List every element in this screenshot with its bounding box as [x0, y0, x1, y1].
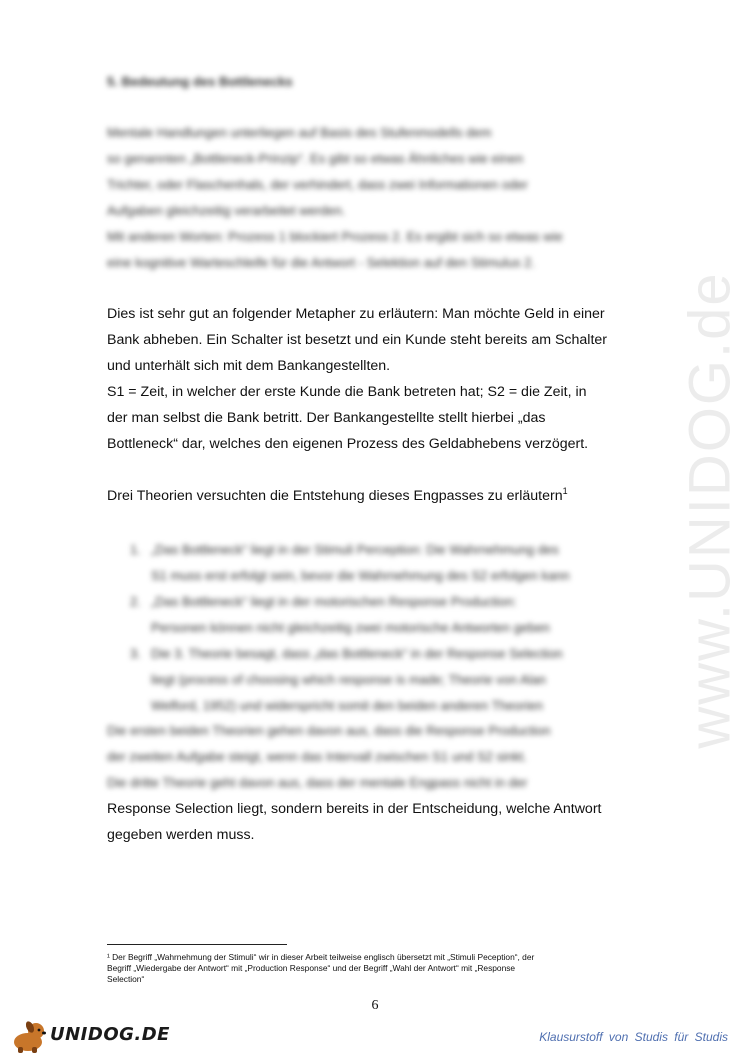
text-line: Mentale Handlungen unterliegen auf Basis des Stufenmodells dem [107, 125, 492, 140]
text-line: Bank abheben. Ein Schalter ist besetzt und ein Kunde steht bereits am Schalter [107, 332, 608, 348]
text-line: so genannten „Bottleneck-Prinzip“. Es gibt so etwas Ähnliches wie einen [107, 151, 524, 166]
footnote-line: Begriff „Wiedergabe der Antwort“ mit „Production Response“ und der Begriff „Wahl der Antwort“ mit „Response [107, 963, 516, 973]
list-number: 3. [130, 646, 141, 661]
text-line: und unterhält sich mit dem Bankangestellten. [107, 358, 391, 374]
text-line: Die dritte Theorie geht davon aus, dass der mentale Engpass nicht in der [107, 775, 528, 790]
footnote-line: Selection“ [107, 974, 145, 984]
list-number: 2. [130, 594, 141, 609]
theories-list [130, 537, 650, 719]
text-line: Personen können nicht gleichzeitig zwei motorische Antworten geben [151, 620, 550, 635]
watermark: www.UNIDOG.de [677, 271, 743, 749]
page-number: 6 [371, 998, 379, 1013]
text-line: „Das Bottleneck“ liegt in der Stimuli Perception: Die Wahrnehmung des [151, 542, 559, 557]
text-line: Bottleneck“ dar, welches den eigenen Prozess des Geldabhebens verzögert. [107, 436, 589, 452]
paragraph-text: Drei Theorien versuchten die Entstehung dieses Engpasses zu erläutern [107, 488, 563, 504]
text-line: Welford, 1952) und widerspricht somit den beiden anderen Theorien [151, 698, 543, 713]
footnote-marker: 1 [562, 486, 568, 496]
section-heading: 5. Bedeutung des Bottlenecks [107, 74, 293, 89]
text-line: liegt (process of choosing which response is made; Theorie von Alan [151, 672, 547, 687]
text-line: Mit anderen Worten: Prozess 1 blockiert Prozess 2. Es ergibt sich so etwas wie [107, 229, 563, 244]
text-line: Response Selection liegt, sondern bereits in der Entscheidung, welche Antwort [107, 801, 602, 817]
text-line: S1 = Zeit, in welcher der erste Kunde die Bank betreten hat; S2 = die Zeit, in [107, 384, 587, 400]
paragraph-bank-metaphor [107, 301, 647, 457]
footnote-line: ¹ Der Begriff „Wahrnehmung der Stimuli“ wir in dieser Arbeit teilweise englisch übersetzt mit „Stimuli Peception“, der [107, 952, 535, 962]
paragraph-theory-comparison [107, 718, 647, 848]
text-line: der man selbst die Bank betritt. Der Bankangestellte stellt hierbei „das [107, 410, 546, 426]
text-line: Die ersten beiden Theorien gehen davon aus, dass die Response Production [107, 723, 551, 738]
text-line: gegeben werden muss. [107, 827, 255, 843]
text-line: der zweiten Aufgabe steigt, wenn das Intervall zwischen S1 und S2 sinkt. [107, 749, 527, 764]
footnote [107, 952, 647, 985]
list-item [130, 537, 650, 589]
footer-tagline: Klausurstoff von Studis für Studis [539, 1030, 728, 1044]
text-line: Aufgaben gleichzeitig verarbeitet werden. [107, 203, 346, 218]
text-line: „Das Bottleneck“ liegt in der motorischen Response Production: [151, 594, 517, 609]
text-line: Trichter, oder Flaschenhals, der verhindert, dass zwei Informationen oder [107, 177, 528, 192]
logo-text: UNIDOG.DE [50, 1024, 170, 1045]
paragraph-bottleneck-intro [107, 120, 647, 276]
text-line: S1 muss erst erfolgt sein, bevor die Wahrnehmung des S2 erfolgen kann [151, 568, 570, 583]
text-line: eine kognitive Warteschleife für die Antwort - Selektion auf den Stimulus 2. [107, 255, 536, 270]
list-item [130, 641, 650, 719]
list-item [130, 589, 650, 641]
text-line: Dies ist sehr gut an folgender Metapher zu erläutern: Man möchte Geld in einer [107, 306, 605, 322]
list-number: 1. [130, 542, 141, 557]
paragraph-three-theories [107, 483, 647, 509]
footnote-divider [107, 944, 287, 945]
text-line: Die 3. Theorie besagt, dass „das Bottleneck“ in der Response Selection [151, 646, 563, 661]
